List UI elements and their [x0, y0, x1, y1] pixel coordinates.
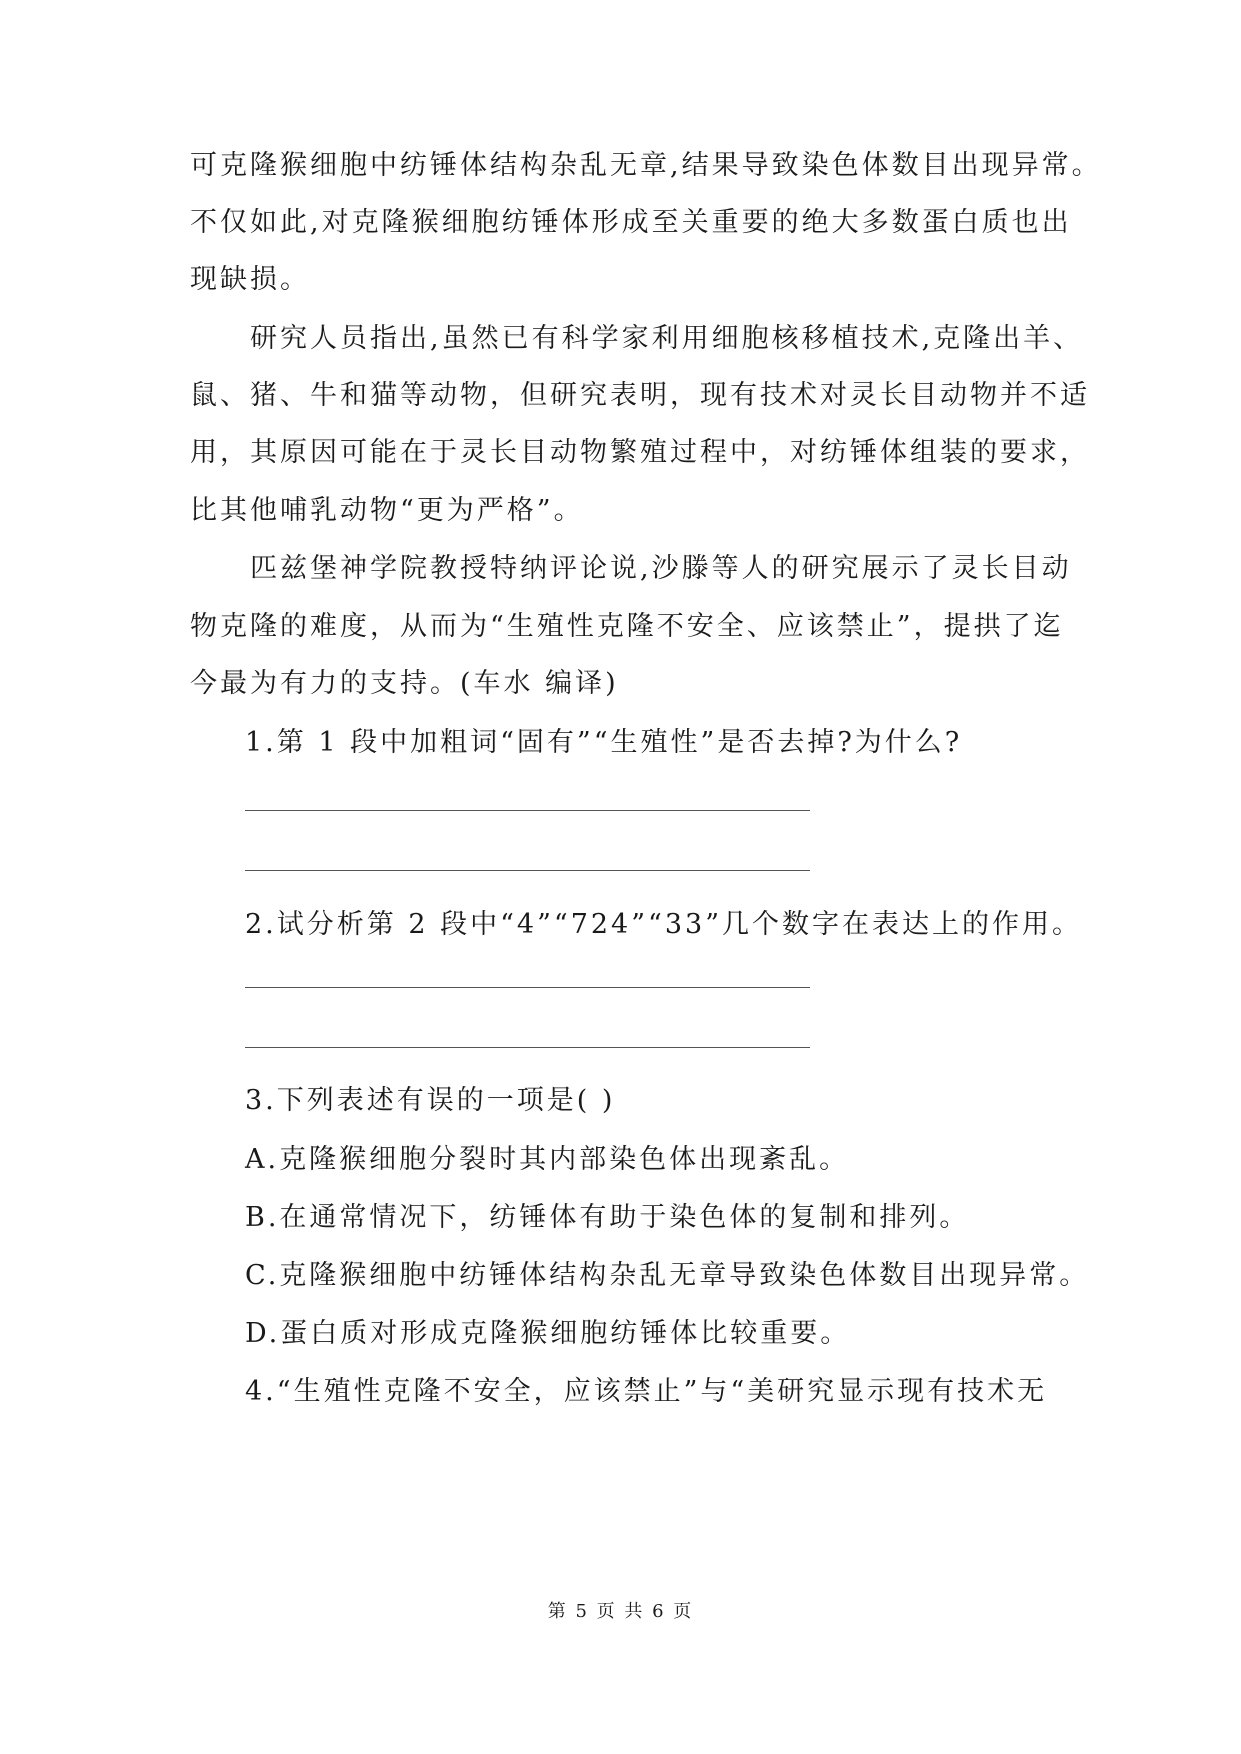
- answer-line-2b[interactable]: [245, 1047, 810, 1048]
- answer-line-1b[interactable]: [245, 870, 810, 871]
- question-2: 2.试分析第 2 段中“4”“724”“33”几个数字在表达上的作用。: [245, 909, 1082, 940]
- paragraph-2-line-1: 研究人员指出,虽然已有科学家利用细胞核移植技术,克隆出羊、: [250, 323, 1084, 354]
- page-footer: 第 5 页 共 6 页: [547, 1601, 694, 1622]
- answer-line-2a[interactable]: [245, 987, 810, 988]
- paragraph-2-line-4: 比其他哺乳动物“更为严格”。: [190, 495, 584, 526]
- question-1: 1.第 1 段中加粗词“固有”“生殖性”是否去掉?为什么?: [245, 727, 963, 758]
- option-d: D.蛋白质对形成克隆猴细胞纺锤体比较重要。: [245, 1318, 851, 1349]
- paragraph-1-line-2: 不仅如此,对克隆猴细胞纺锤体形成至关重要的绝大多数蛋白质也出: [190, 207, 1072, 238]
- question-4: 4.“生殖性克隆不安全，应该禁止”与“美研究显示现有技术无: [245, 1376, 1048, 1407]
- paragraph-3-line-2: 物克隆的难度，从而为“生殖性克隆不安全、应该禁止”，提拱了迄: [190, 611, 1064, 642]
- option-c: C.克隆猴细胞中纺锤体结构杂乱无章导致染色体数目出现异常。: [245, 1260, 1090, 1291]
- paragraph-3-line-3: 今最为有力的支持。(车水 编译): [190, 668, 619, 699]
- paragraph-3-line-1: 匹兹堡神学院教授特纳评论说,沙滕等人的研究展示了灵长目动: [250, 553, 1072, 584]
- question-3: 3.下列表述有误的一项是( ): [245, 1085, 616, 1116]
- paragraph-1-line-3: 现缺损。: [190, 264, 310, 295]
- paragraph-2-line-3: 用，其原因可能在于灵长目动物繁殖过程中，对纺锤体组装的要求，: [190, 437, 1090, 468]
- answer-line-1a[interactable]: [245, 810, 810, 811]
- option-a: A.克隆猴细胞分裂时其内部染色体出现紊乱。: [245, 1144, 850, 1175]
- paragraph-1-line-1: 可克隆猴细胞中纺锤体结构杂乱无章,结果导致染色体数目出现异常。: [190, 150, 1102, 181]
- option-b: B.在通常情况下，纺锤体有助于染色体的复制和排列。: [245, 1202, 970, 1233]
- paragraph-2-line-2: 鼠、猪、牛和猫等动物，但研究表明，现有技术对灵长目动物并不适: [190, 380, 1090, 411]
